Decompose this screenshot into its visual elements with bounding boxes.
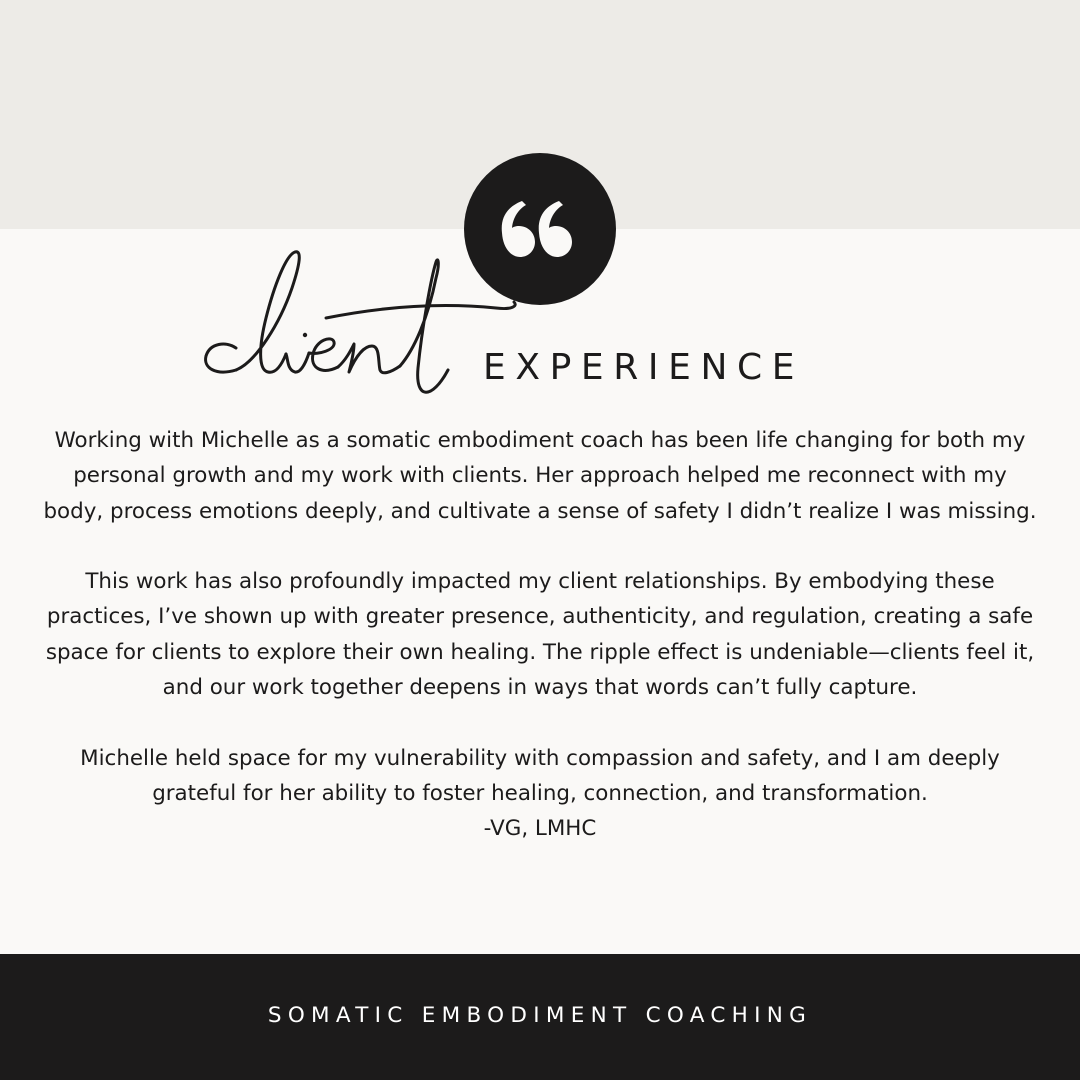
testimonial-paragraph: Michelle held space for my vulnerability with compassion and safety, and I am deeply grateful for her ability to foster healing, connection, and transformation. [80,745,1000,806]
testimonial-body [40,423,1040,847]
testimonial-paragraph: Working with Michelle as a somatic embodiment coach has been life changing for both my personal growth and my work with clients. Her approach helped me reconnect with my body, process emotions deeply, and cultivate a sense of safety I didn’t realize I was missing. [43,428,1037,524]
script-heading-client [196,238,526,408]
heading-experience: EXPERIENCE [483,347,805,388]
footer-brand-text: SOMATIC EMBODIMENT COACHING [267,1003,813,1028]
testimonial-attribution: -VG, LMHC [483,816,597,842]
testimonial-paragraph: This work has also profoundly impacted my client relationships. By embodying these practices, I’ve shown up with greater presence, authenticity, and regulation, creating a safe space for clients to explore their own healing. The ripple effect is undeniable—clients feel it, and our work together deepens in ways that words can’t fully capture. [45,569,1035,701]
